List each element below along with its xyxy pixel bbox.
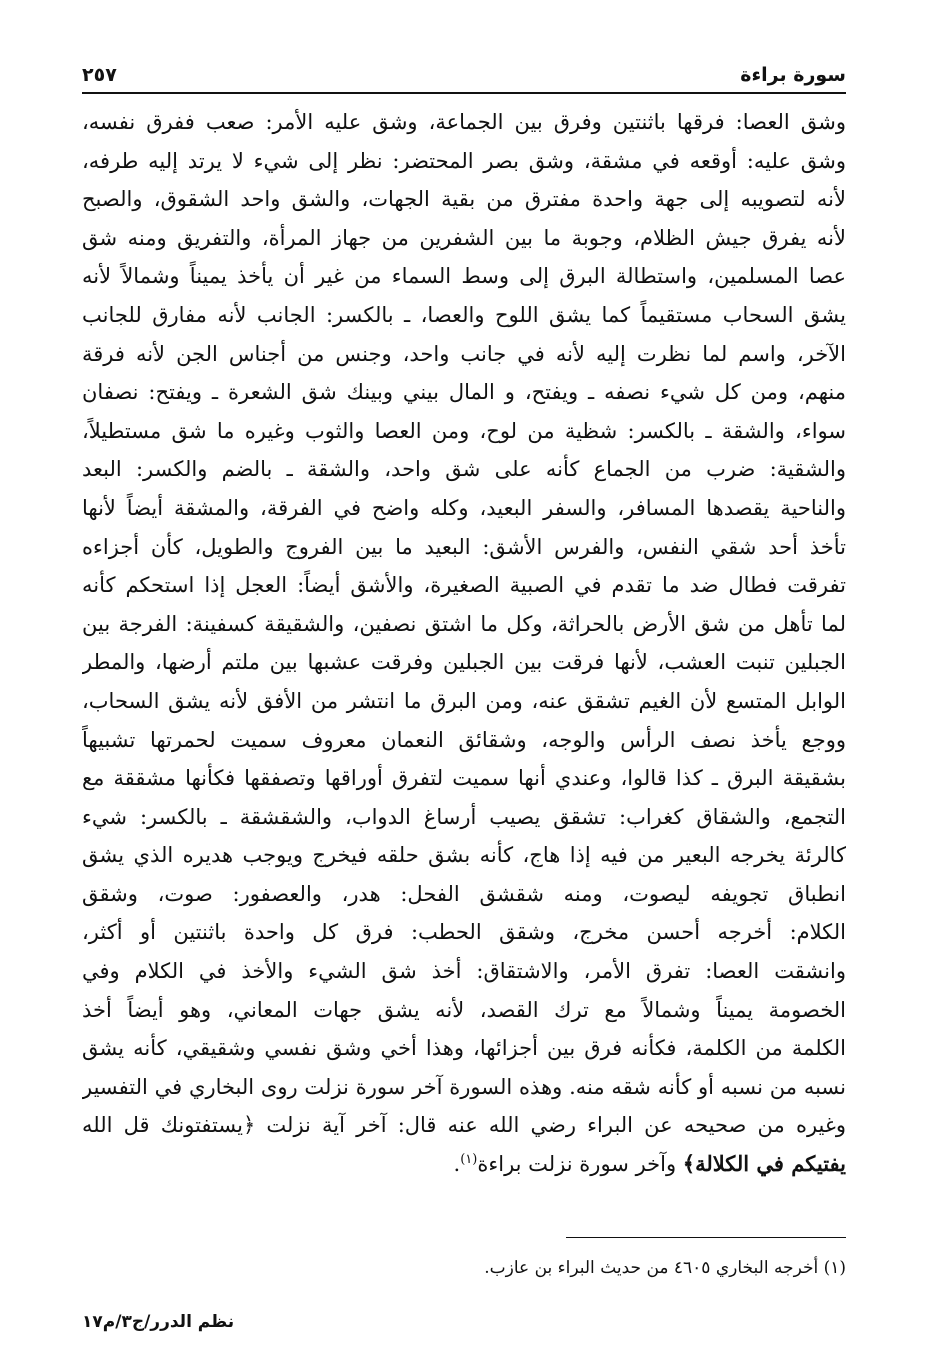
page-header [82,60,846,90]
text-line: الوابل المتسع لأن الغيم تشقق عنه، ومن البرق ما انتشر من الأفق لأنه يشق السحاب، [82,688,846,713]
text-line: الآخر، واسم لما نظرت إليه لأنه في جانب واحد، وجنس من أجناس الجن لأنه فرقة [82,341,846,366]
text-line: وغيره من صحيحه عن البراء رضي الله عنه قال: آخر آية نزلت ﴿يستفتونك قل الله [82,1113,846,1138]
body-text [82,103,846,1184]
text-line: ووجع يأخذ نصف الرأس والوجه، وشقائق النعمان معروف سميت لحمرتها تشبيهاً [82,727,846,752]
text-line: بشقيقة البرق ـ كذا قالوا، وعندي أنها سميت لتفرق أوراقها وتصفقها فكأنها مشققة مع [82,766,846,791]
text-line: والشقية: ضرب من الجماع كأنه على شق واحد، والشقة ـ بالضم والكسر: البعد [82,457,846,482]
page-number: ٢٥٧ [82,64,117,86]
text-line: عصا المسلمين، واستطالة البرق إلى وسط السماء من غير أن يأخذ يميناً وشمالاً لأنه [82,264,846,289]
text-line: يشق السحاب مستقيماً كما يشق اللوح والعصا، ـ بالكسر: الجانب لأنه مفارق للجانب [82,302,846,327]
footnote-ref: (١) [460,1152,478,1168]
text-line: التجمع، والشقاق كغراب: تشقق يصيب أرساغ الدواب، والشقشقة ـ بالكسر: شيء [82,804,846,829]
text-line: تأخذ أحد شقي النفس، والفرس الأشق: البعيد ما بين الفروج والطويل، كأن أجزاءه [82,534,846,559]
text-line: تفرقت فطال ضد ما تقدم في الصبية الصغيرة، والأشق أيضاً: العجل إذا استحكم كأنه [82,573,846,598]
text-line: الجبلين تنبت العشب، لأنها فرقت بين الجبلين وفرقت عشبها بين ملتم أرضها، والمطر [82,650,846,675]
text-line: لأنه لتصويبه إلى جهة واحدة مفترق من بقية الجهات، والشق واحد الشقوق، والصبح [82,187,846,212]
text-line: نسبه من نسبه أو كأنه شقه منه. وهذه السورة آخر سورة نزلت روى البخاري في التفسير [82,1074,846,1099]
last-line-end: . [453,1152,461,1177]
text-line: وانشقت العصا: تفرق الأمر، والاشتقاق: أخذ شق الشيء والأخذ في الكلام وفي [82,959,846,984]
last-line-text: وآخر سورة نزلت براءة [477,1152,683,1177]
text-line: الكلام: أخرجه أحسن مخرج، وشقق الحطب: فرق كل واحدة باثنتين أو أكثر، [82,920,846,945]
text-line: سواء، والشقة ـ بالكسر: شظية من لوح، ومن العصا والثوب وغيره ما شق مستطيلاً، [82,418,846,443]
text-line: كالرئة يخرجه البعير من فيه إذا هاج، كأنه بشق حلقه فيخرج ويوجب هديره الذي يشق [82,843,846,868]
text-line: الخصومة يميناً وشمالاً مع ترك القصد، لأنه يشق جهات المعاني، وهو أيضاً أخذ [82,997,846,1022]
quran-quote: يفتيكم في الكلالة﴾ [682,1151,846,1177]
surah-title: سورة براءة [740,64,846,86]
text-line: وشق عليه: أوقعه في مشقة، وشق بصر المحتضر: نظر إلى شيء لا يرتد إليه طرفه، [82,148,846,173]
text-line: لأنه يفرق جيش الظلام، وجوبة ما بين الشفرين من جهاز المرأة، والتفريق ومنه شق [82,225,846,250]
text-line-last [82,1145,846,1184]
text-line: والناحية يقصدها المسافر، والسفر البعيد، وكله واضح في الفرقة، والمشقة أيضاً لأنها [82,495,846,520]
text-line: انطباق تجويفه ليصوت، ومنه شقشق الفحل: هدر، والعصفور: صوت، وشقق [82,881,846,906]
footnote: (١) أخرجه البخاري ٤٦٠٥ من حديث البراء بن عازب. [484,1258,846,1278]
print-signature: نظم الدرر/ج٣/م١٧ [82,1312,235,1332]
header-rule [82,92,846,94]
text-line: منهم، ومن كل شيء نصفه ـ ويفتح، و المال بيني وبينك شق الشعرة ـ ويفتح: نصفان [82,380,846,405]
text-line: لما تأهل من شق الأرض بالحراثة، وكل ما اشتق نصفين، والشقيقة كسفينة: الفرجة بين [82,611,846,636]
text-line: وشق العصا: فرقها باثنتين وفرق بين الجماعة، وشق عليه الأمر: صعب ففرق نفسه، [82,110,846,134]
text-line: الكلمة من الكلمة، فكأنه فرق بين أجزائها، وهذا أخي وشق نفسي وشقيقي، كأنه يشق [82,1036,846,1061]
footnote-rule [566,1237,846,1238]
